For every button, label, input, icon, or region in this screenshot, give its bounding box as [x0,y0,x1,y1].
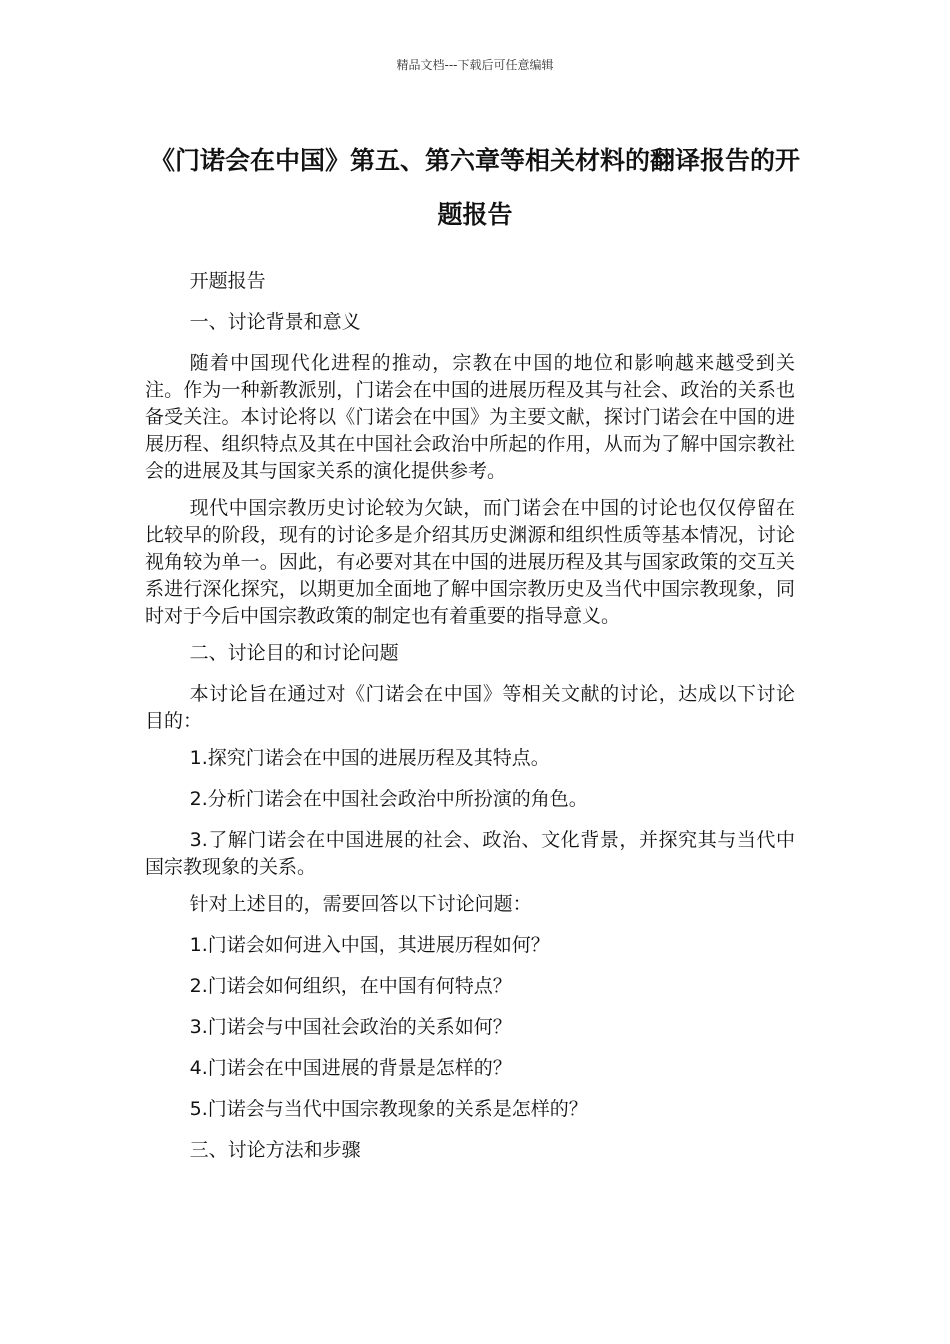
list-item-question-1: 1.门诺会如何进入中国，其进展历程如何？ [189,934,550,956]
paragraph-questions-intro: 针对上述目的，需要回答以下讨论问题： [189,893,532,915]
list-item-question-5: 5.门诺会与当代中国宗教现象的关系是怎样的？ [189,1098,588,1120]
paragraph-proposal-label: 开题报告 [189,270,266,292]
document-body [145,268,795,1178]
section-heading-methods: 三、讨论方法和步骤 [189,1139,361,1161]
list-item-question-2: 2.门诺会如何组织，在中国有何特点？ [189,975,512,997]
section-heading-background: 一、讨论背景和意义 [189,311,361,333]
paragraph-background-1: 随着中国现代化进程的推动，宗教在中国的地位和影响越来越受到关注。作为一种新教派别，门诺会在中国的进展历程及其与社会、政治的关系也备受关注。本讨论将以《门诺会在中国》为主要文献，探讨门诺会在中国的进展历程、组织特点及其在中国社会政治中所起的作用，从而为了解中国宗教社会的进展及其与国家关系的演化提供参考。 [145,352,795,482]
list-item-question-4: 4.门诺会在中国进展的背景是怎样的？ [189,1057,512,1079]
list-item-question-3: 3.门诺会与中国社会政治的关系如何？ [189,1016,512,1038]
paragraph-background-2: 现代中国宗教历史讨论较为欠缺，而门诺会在中国的讨论也仅仅停留在比较早的阶段，现有的讨论多是介绍其历史渊源和组织性质等基本情况，讨论视角较为单一。因此，有必要对其在中国的进展历程及其与国家政策的交互关系进行深化探究，以期更加全面地了解中国宗教历史及当代中国宗教现象，同时对于今后中国宗教政策的制定也有着重要的指导意义。 [145,497,795,627]
list-item-objective-3: 3.了解门诺会在中国进展的社会、政治、文化背景，并探究其与当代中国宗教现象的关系。 [145,829,795,878]
document-title: 《门诺会在中国》第五、第六章等相关材料的翻译报告的开题报告 [149,146,800,229]
list-item-objective-1: 1.探究门诺会在中国的进展历程及其特点。 [189,747,550,769]
section-heading-objectives: 二、讨论目的和讨论问题 [189,642,399,664]
paragraph-objectives-intro: 本讨论旨在通过对《门诺会在中国》等相关文献的讨论，达成以下讨论目的： [145,683,795,732]
page-header-note: 精品文档---下载后可任意编辑 [396,58,554,72]
list-item-objective-2: 2.分析门诺会在中国社会政治中所扮演的角色。 [189,788,588,810]
